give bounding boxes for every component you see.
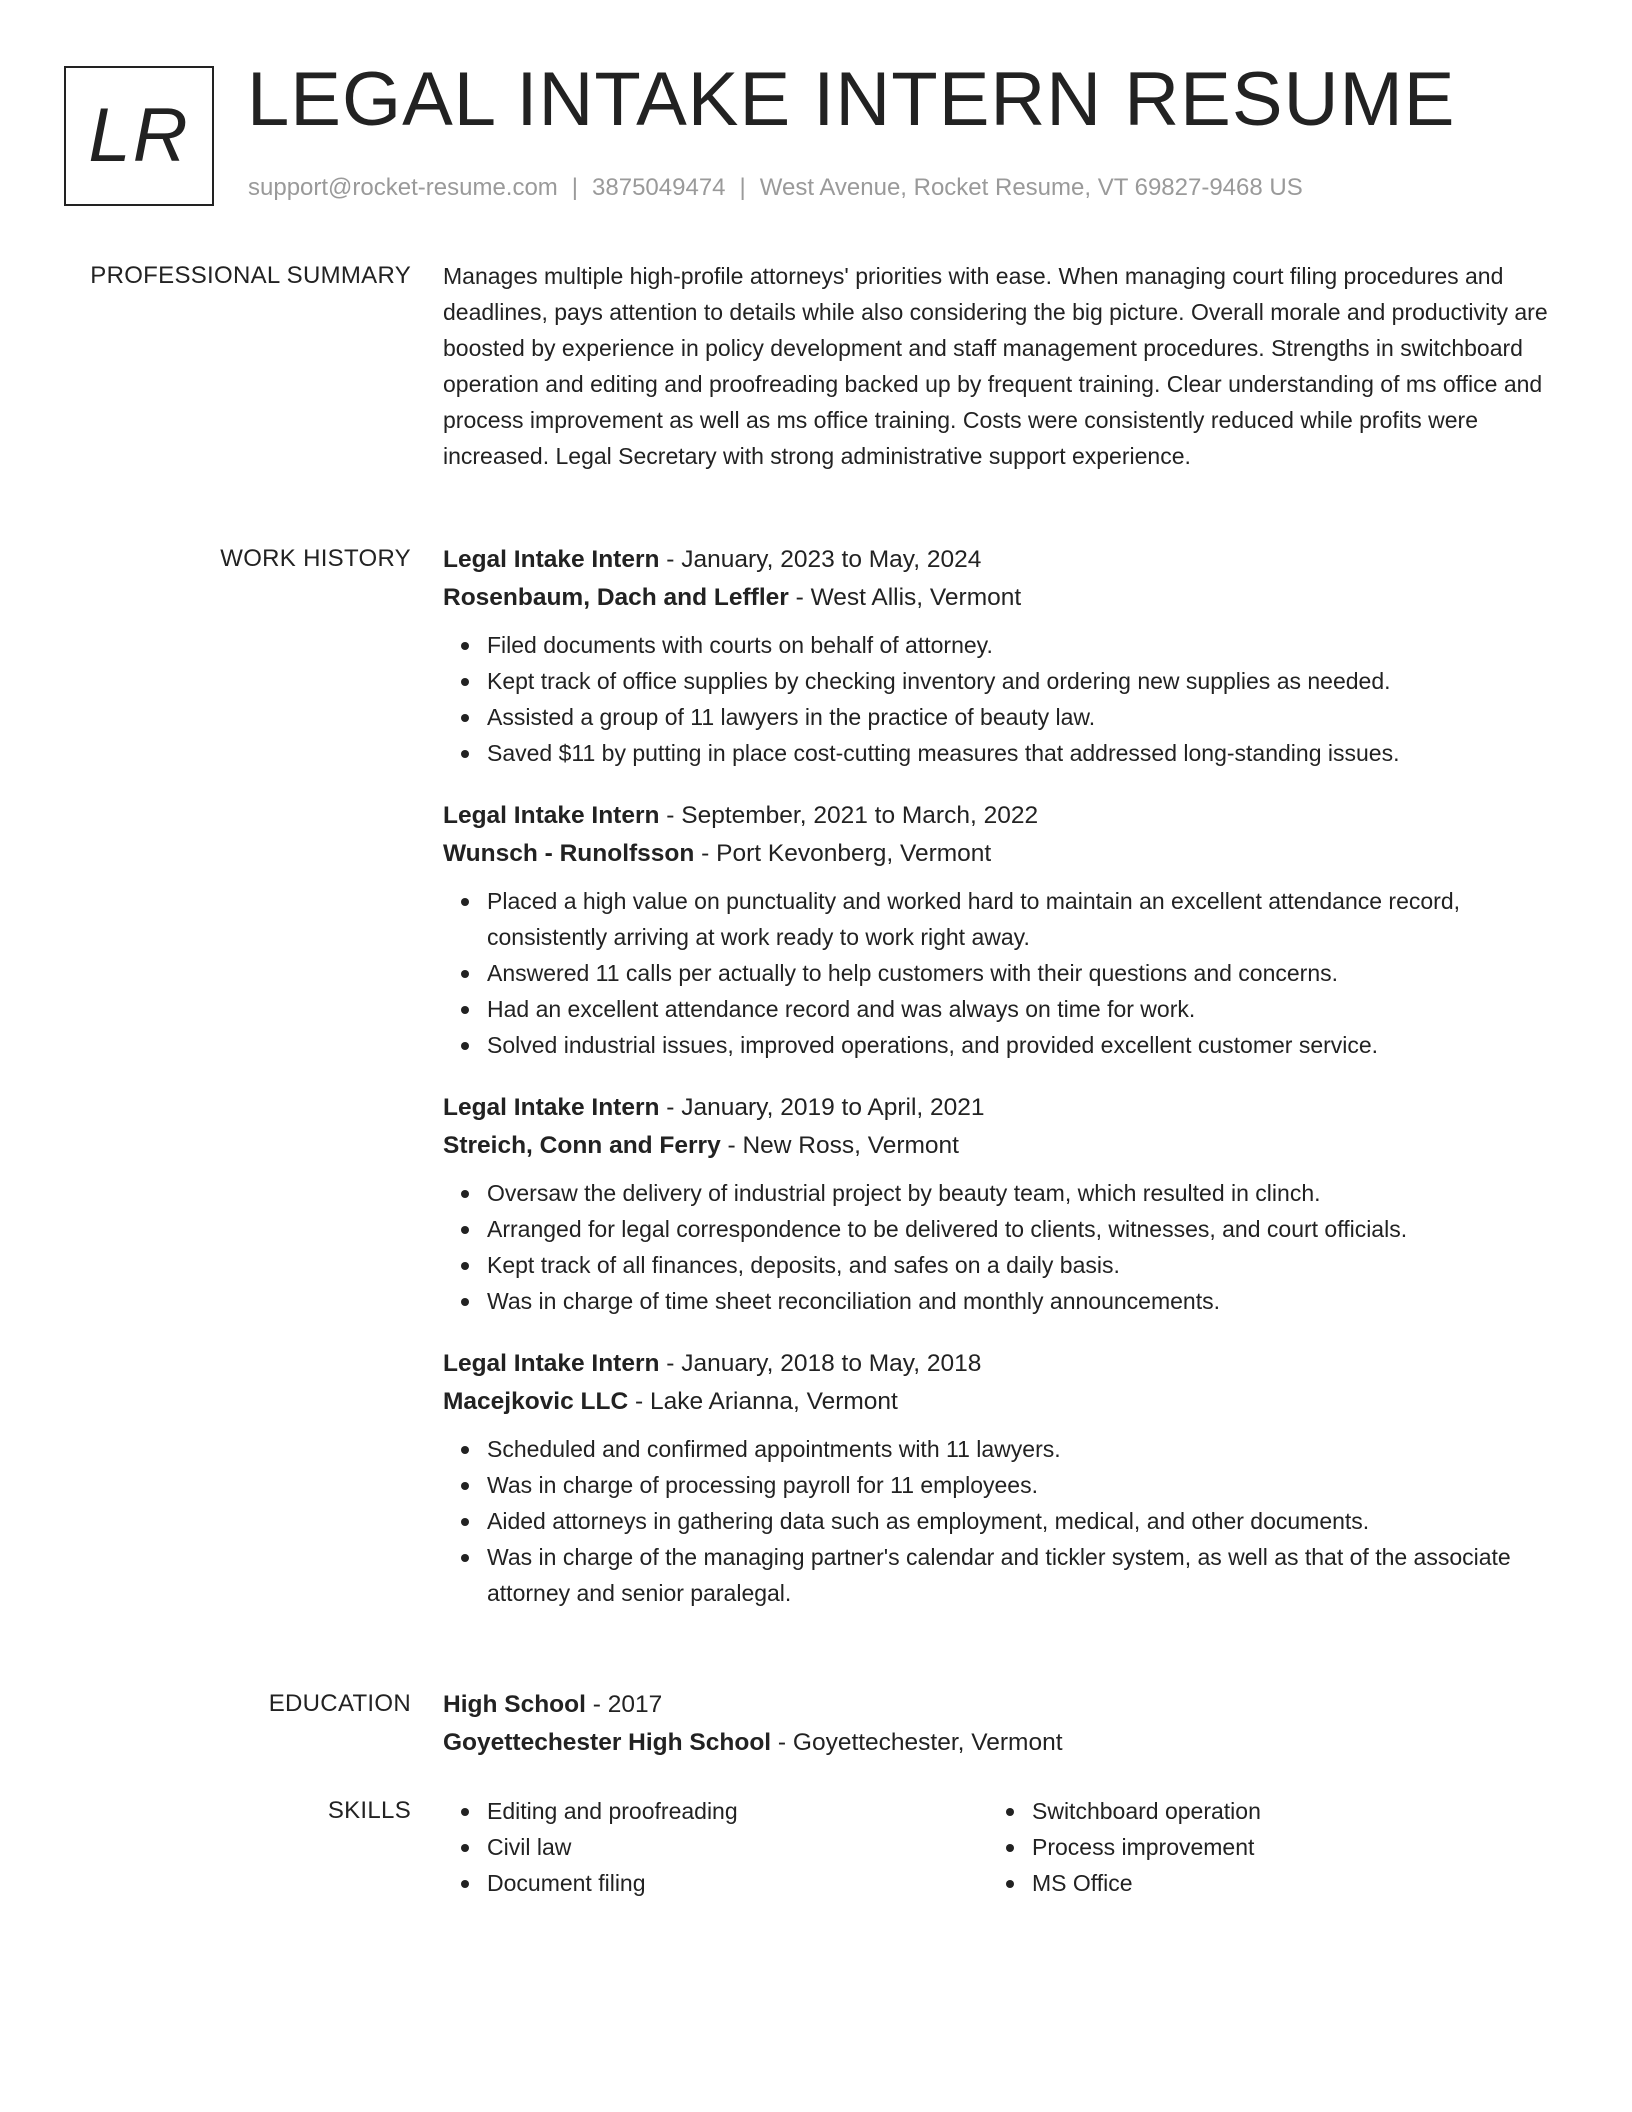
job-bullet: Answered 11 calls per actually to help customers with their questions and concerns. (487, 955, 1553, 991)
skills-column-left (443, 1793, 988, 1901)
job-dates: - September, 2021 to March, 2022 (659, 802, 1039, 829)
job-location: - Port Kevonberg, Vermont (694, 840, 992, 867)
education-year: - 2017 (585, 1691, 663, 1718)
job-entry (443, 797, 1553, 1063)
skills-label: SKILLS (327, 1797, 411, 1824)
job-dates: - January, 2018 to May, 2018 (659, 1350, 982, 1377)
job-dates: - January, 2023 to May, 2024 (659, 546, 982, 573)
job-title: Legal Intake Intern (443, 1350, 660, 1377)
job-bullet: Oversaw the delivery of industrial project by beauty team, which resulted in clinch. (487, 1175, 1553, 1211)
job-bullet: Kept track of all finances, deposits, and safes on a daily basis. (487, 1247, 1553, 1283)
job-location: - West Allis, Vermont (788, 584, 1022, 611)
education-school: Goyettechester High School (443, 1729, 772, 1756)
summary-text: Manages multiple high-profile attorneys' priorities with ease. When managing court filing procedures and deadlines, pays attention to details while also considering the big picture. Overall morale and productivity are boosted by experience in policy development and staff management procedures. Strengths in switchboard operation and editing and proofreading backed up by frequent training. Clear understanding of ms office and process improvement as well as ms office training. Costs were consistently reduced while profits were increased. Legal Secretary with strong administrative support experience. (443, 263, 1548, 469)
education-label: EDUCATION (268, 1690, 411, 1717)
contact-address: West Avenue, Rocket Resume, VT 69827-9468 US (759, 174, 1303, 201)
contact-line (248, 174, 1303, 203)
job-entry (443, 541, 1553, 771)
job-bullet: Had an excellent attendance record and was always on time for work. (487, 991, 1553, 1027)
job-title-line (443, 1345, 1553, 1383)
job-bullet: Aided attorneys in gathering data such as employment, medical, and other documents. (487, 1503, 1553, 1539)
job-entry (443, 1345, 1553, 1611)
job-bullets (443, 883, 1553, 1063)
job-bullets (443, 627, 1553, 771)
job-bullets (443, 1175, 1553, 1319)
job-bullet: Was in charge of time sheet reconciliation and monthly announcements. (487, 1283, 1553, 1319)
job-bullet: Was in charge of processing payroll for 11 employees. (487, 1467, 1553, 1503)
job-title: Legal Intake Intern (443, 546, 660, 573)
skill-item: Civil law (487, 1829, 988, 1865)
job-title-line (443, 1089, 1553, 1127)
job-bullet: Solved industrial issues, improved operations, and provided excellent customer service. (487, 1027, 1553, 1063)
job-company-line (443, 579, 1553, 617)
work-history-label: WORK HISTORY (220, 545, 411, 572)
job-bullet: Was in charge of the managing partner's calendar and tickler system, as well as that of the associate attorney and senior paralegal. (487, 1539, 1553, 1611)
job-entry (443, 1089, 1553, 1319)
work-history-body (443, 541, 1553, 1637)
job-company-line (443, 835, 1553, 873)
resume-title: LEGAL INTAKE INTERN RESUME (247, 57, 1456, 142)
skill-item: Editing and proofreading (487, 1793, 988, 1829)
job-company: Wunsch - Runolfsson (443, 840, 695, 867)
monogram-box (64, 66, 214, 206)
job-company: Macejkovic LLC (443, 1388, 629, 1415)
skill-item: Document filing (487, 1865, 988, 1901)
job-company-line (443, 1127, 1553, 1165)
job-title-line (443, 541, 1553, 579)
skills-grid (443, 1793, 1553, 1901)
skill-item: MS Office (1032, 1865, 1533, 1901)
skills-body (443, 1793, 1553, 1901)
skills-list (443, 1793, 988, 1901)
summary-body (443, 258, 1553, 474)
skill-item: Process improvement (1032, 1829, 1533, 1865)
job-title: Legal Intake Intern (443, 1094, 660, 1121)
skills-column-right (988, 1793, 1533, 1901)
job-bullet: Saved $11 by putting in place cost-cutting measures that addressed long-standing issues. (487, 735, 1553, 771)
job-bullet: Placed a high value on punctuality and worked hard to maintain an excellent attendance record, consistently arriving at work ready to work right away. (487, 883, 1553, 955)
contact-phone: 3875049474 (592, 174, 726, 201)
contact-email: support@rocket-resume.com (248, 174, 558, 201)
education-school-line (443, 1724, 1553, 1762)
job-dates: - January, 2019 to April, 2021 (659, 1094, 985, 1121)
job-company: Streich, Conn and Ferry (443, 1132, 721, 1159)
summary-label: PROFESSIONAL SUMMARY (90, 262, 411, 289)
job-title-line (443, 797, 1553, 835)
job-bullets (443, 1431, 1553, 1611)
monogram-initials: LR (88, 93, 190, 178)
job-bullet: Arranged for legal correspondence to be delivered to clients, witnesses, and court officials. (487, 1211, 1553, 1247)
job-location: - Lake Arianna, Vermont (628, 1388, 898, 1415)
job-location: - New Ross, Vermont (720, 1132, 959, 1159)
skills-list (988, 1793, 1533, 1901)
contact-separator: | (571, 174, 579, 201)
skill-item: Switchboard operation (1032, 1793, 1533, 1829)
job-bullet: Kept track of office supplies by checking inventory and ordering new supplies as needed. (487, 663, 1553, 699)
job-title: Legal Intake Intern (443, 802, 660, 829)
job-bullet: Filed documents with courts on behalf of attorney. (487, 627, 1553, 663)
job-company: Rosenbaum, Dach and Leffler (443, 584, 789, 611)
education-location: - Goyettechester, Vermont (771, 1729, 1063, 1756)
job-bullet: Assisted a group of 11 lawyers in the practice of beauty law. (487, 699, 1553, 735)
education-degree-line (443, 1686, 1553, 1724)
job-bullet: Scheduled and confirmed appointments with 11 lawyers. (487, 1431, 1553, 1467)
job-company-line (443, 1383, 1553, 1421)
education-body (443, 1686, 1553, 1762)
contact-separator: | (739, 174, 746, 201)
education-degree: High School (443, 1691, 586, 1718)
